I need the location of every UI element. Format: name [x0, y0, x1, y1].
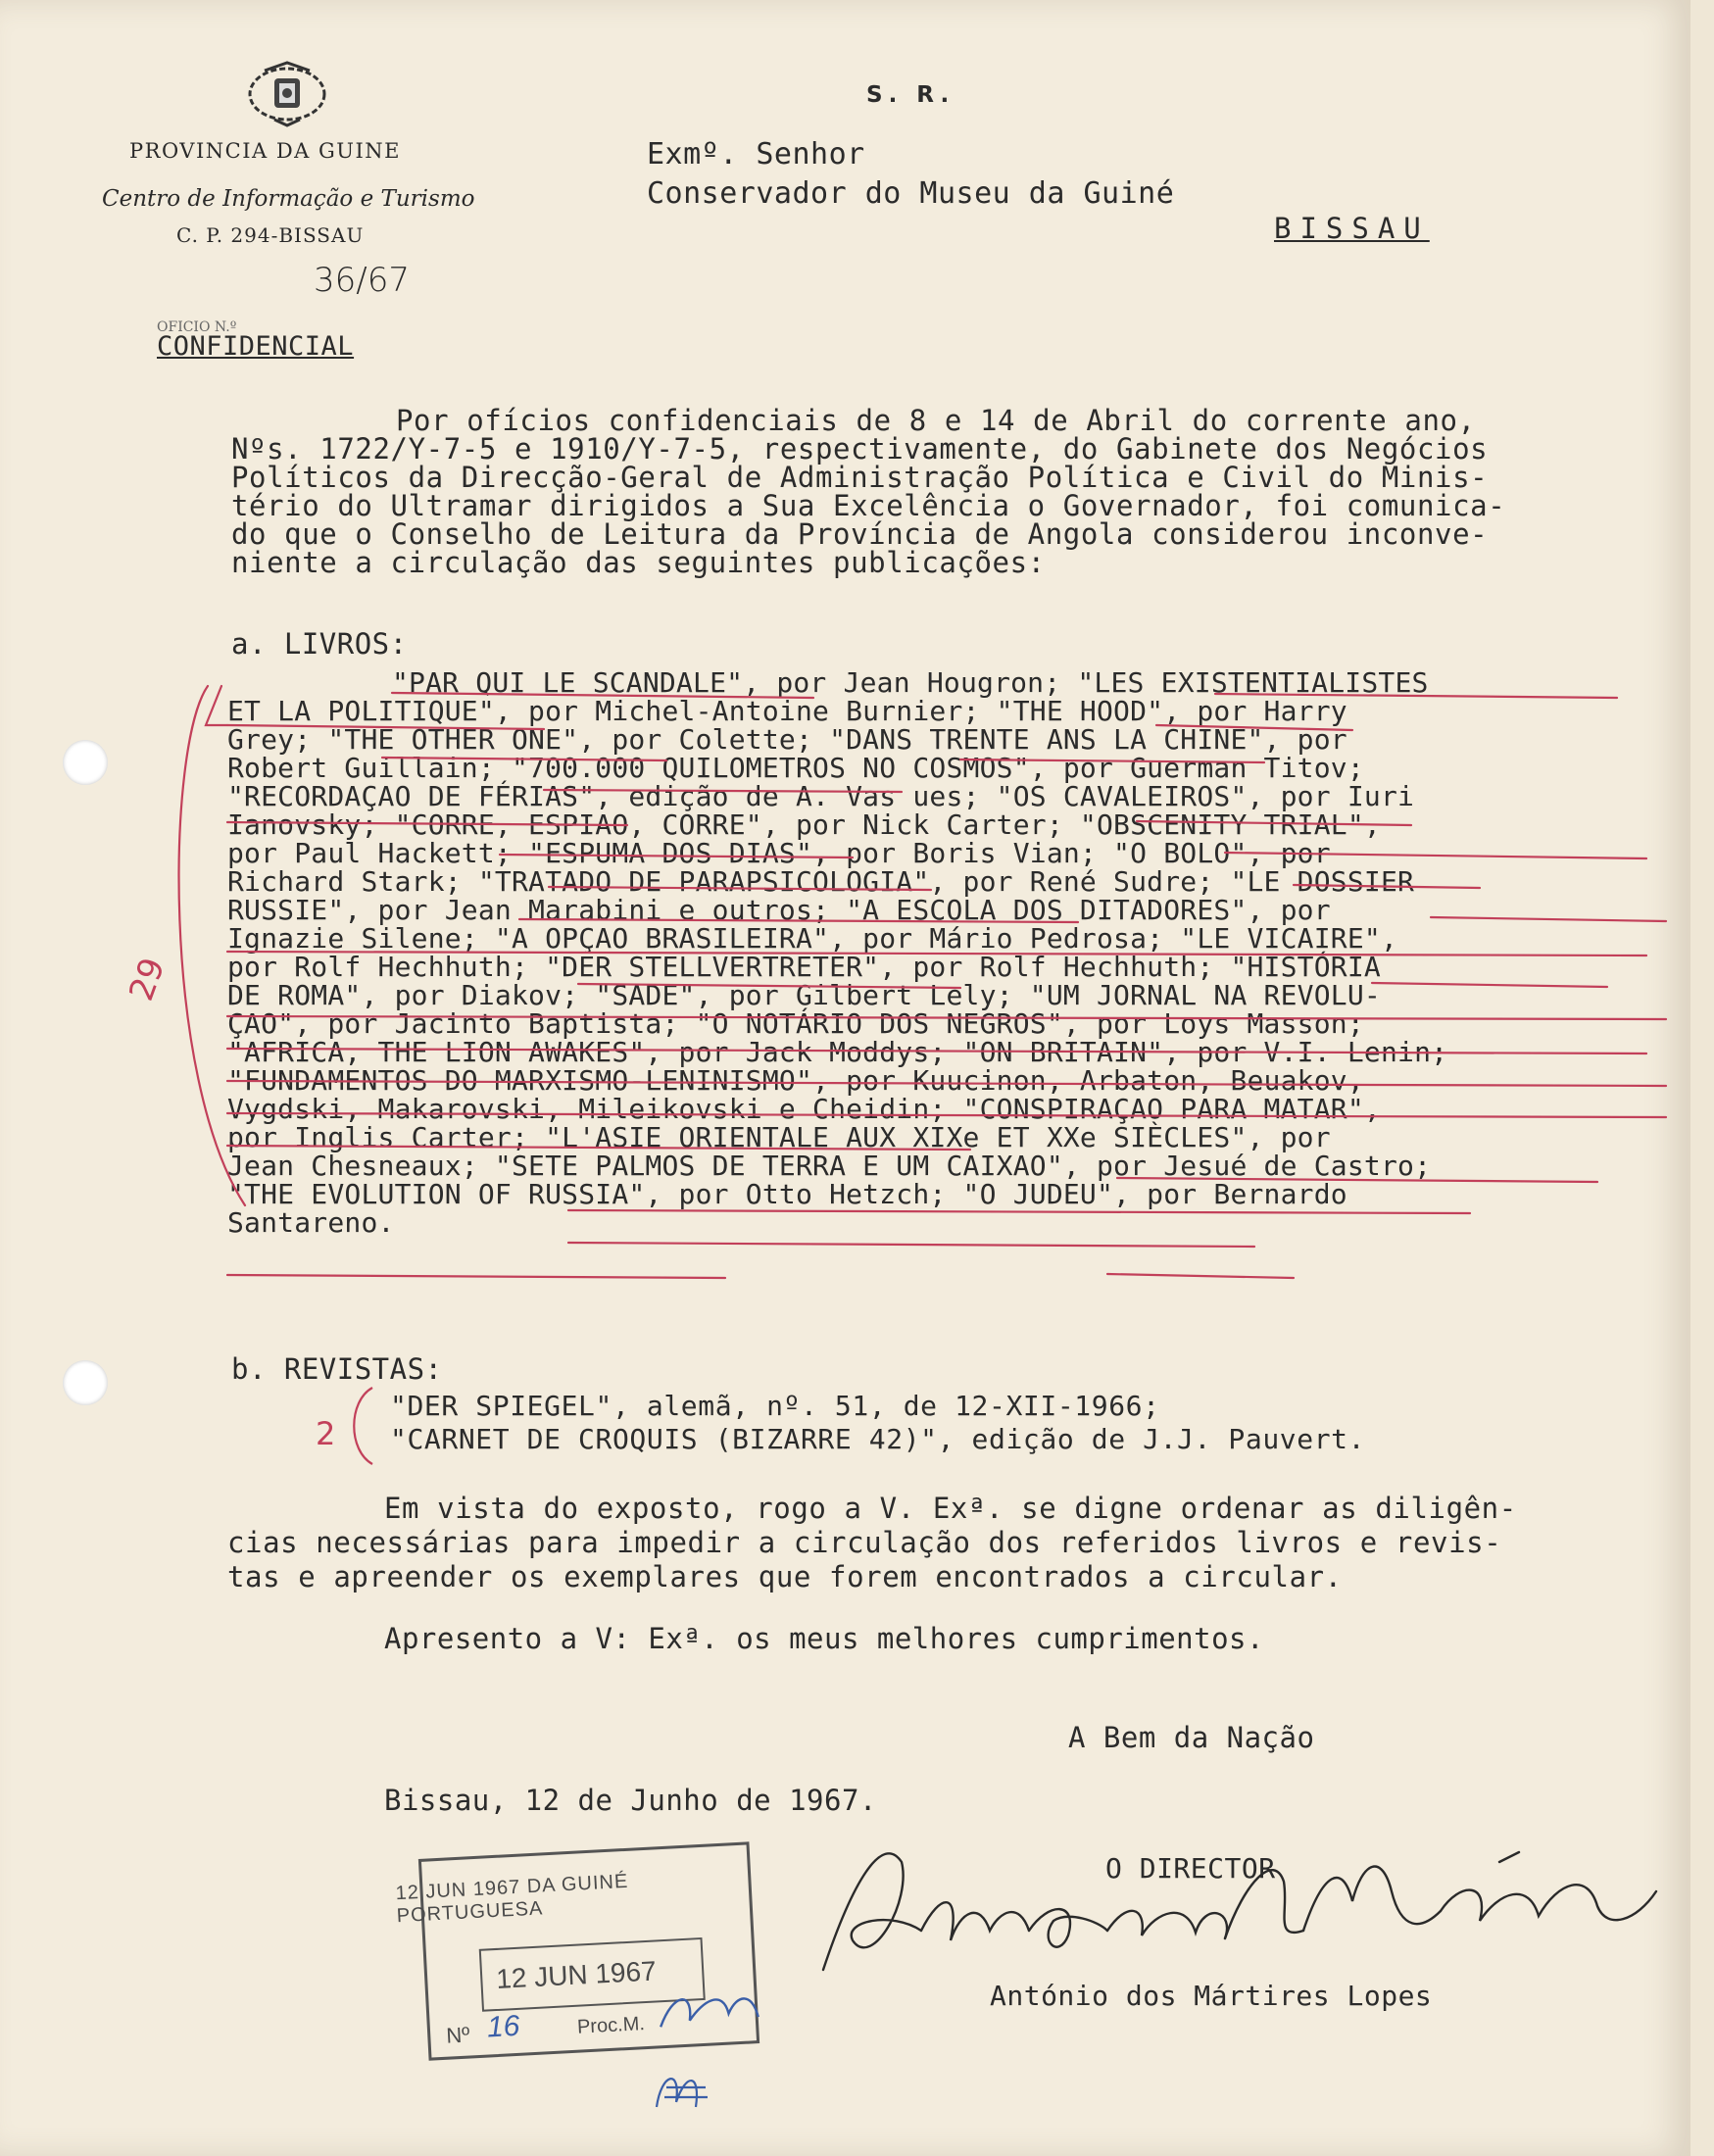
revista-line: "DER SPIEGEL", alemã, nº. 51, de 12-XII-1966; [390, 1390, 1160, 1422]
livros-line: por Paul Hackett; "ESPUMA DOS DIAS", por Boris Vian; "O BOLO", por [227, 837, 1331, 869]
stamp-header: 12 JUN 1967 DA GUINÉ PORTUGUESA [395, 1870, 629, 1928]
livros-line: Ianovsky; "CORRE, ESPIAO, CORRE", por Nick Carter; "OBSCENITY TRIAL", [227, 808, 1381, 841]
request-line: cias necessárias para impedir a circulação dos referidos livros e revis- [227, 1526, 1502, 1559]
livros-line: Jean Chesneaux; "SETE PALMOS DE TERRA E UM CAIXAO", por Jesué de Castro; [227, 1150, 1432, 1182]
intro-line: tério do Ultramar dirigidos a Sua Excelência o Governador, foi comunica- [231, 489, 1506, 522]
blue-initials [654, 1978, 764, 2042]
livros-line: Santareno. [227, 1206, 395, 1239]
stamp-number-label: Nº [445, 2022, 470, 2048]
request-line: Em vista do exposto, rogo a V. Exª. se digne ordenar as diligên- [384, 1492, 1517, 1525]
livros-line: RUSSIE", por Jean Marabini e outros; "A ESCOLA DOS DITADORES", por [227, 894, 1331, 926]
livros-line: ET LA POLITIQUE", por Michel-Antoine Burnier; "THE HOOD", por Harry [227, 695, 1347, 727]
revistas-list [390, 1390, 1365, 1456]
signatory-name: António dos Mártires Lopes [990, 1980, 1433, 2012]
motto: A Bem da Nação [1068, 1721, 1315, 1754]
blue-monogram [647, 2058, 725, 2127]
signatory-role: O DIRECTOR [1105, 1852, 1276, 1885]
livros-line: Ignazie Silene; "A OPÇAO BRASILEIRA", por Mário Pedrosa; "LE VICAIRE", [227, 922, 1398, 955]
province-name: PROVINCIA DA GUINE [129, 139, 401, 163]
place-date: Bissau, 12 de Junho de 1967. [384, 1784, 877, 1817]
greeting: Apresento a V: Exª. os meus melhores cumprimentos. [384, 1622, 1264, 1655]
addressee-title: Conservador do Museu da Guiné [647, 176, 1175, 211]
request-line: tas e apreender os exemplares que forem encontrados a circular. [227, 1560, 1343, 1593]
centre-name: Centro de Informação e Turismo [102, 186, 475, 212]
addressee-salutation: Exmº. Senhor [647, 137, 865, 172]
red-count-revistas: 2 [316, 1415, 336, 1452]
livros-line: "THE EVOLUTION OF RUSSIA", por Otto Hetzch; "O JUDEU", por Bernardo [227, 1178, 1347, 1210]
handwritten-reference: 36/67 [314, 261, 410, 300]
livros-line: "PAR QUI LE SCANDALE", por Jean Hougron; "LES EXISTENTIALISTES [392, 666, 1429, 699]
stamp-number-value: 16 [486, 2009, 521, 2044]
intro-line: niente a circulação das seguintes publicações: [231, 546, 1046, 579]
section-a-heading: a. LIVROS: [231, 627, 408, 661]
stamp-date: 12 JUN 1967 [495, 1955, 658, 1994]
livros-line: Grey; "THE OTHER ONE", por Colette; "DANS TRENTE ANS LA CHINE", por [227, 723, 1347, 756]
livros-line: por Inglis Carter; "L'ASIE ORIENTALE AUX XIXe ET XXe SIÈCLES", por [227, 1121, 1331, 1153]
intro-line: Por ofícios confidenciais de 8 e 14 de Abril do corrente ano, [396, 404, 1476, 437]
oficio-label: OFICIO N.º [157, 319, 237, 335]
livros-line: Richard Stark; "TRATADO DE PARAPSICOLOGIA", por René Sudre; "LE DOSSIER [227, 865, 1415, 898]
intro-line: Nºs. 1722/Y-7-5 e 1910/Y-7-5, respectivamente, do Gabinete dos Negócios [231, 432, 1489, 466]
sr-mark: S. R. [866, 82, 955, 108]
revista-line: "CARNET DE CROQUIS (BIZARRE 42)", edição de J.J. Pauvert. [390, 1423, 1366, 1455]
livros-line: "FUNDAMENTOS DO MARXISMO-LENINISMO", por Kuucinon, Arbaton, Beuakov, [227, 1064, 1364, 1097]
livros-line: "RECORDAÇAO DE FÉRIAS", edição de A. Vas ues; "OS CAVALEIROS", por Iuri [227, 780, 1415, 812]
livros-line: Vygdski, Makarovski, Mileikovski e Cheidin; "CONSPIRAÇAO PARA MATAR", [227, 1093, 1381, 1125]
livros-line: DE ROMA", por Diakov; "SADE", por Gilbert Lely; "UM JORNAL NA REVOLU- [227, 979, 1381, 1011]
received-stamp [395, 1841, 759, 2060]
request-paragraph [227, 1492, 1517, 1594]
addressee-city: BISSAU [1274, 212, 1430, 245]
livros-line: ÇAO", por Jacinto Baptista; "O NOTÁRIO DOS NEGROS", por Loys Masson; [227, 1007, 1364, 1040]
intro-line: do que o Conselho de Leitura da Província de Angola considerou inconve- [231, 517, 1489, 551]
livros-line: "AFRICA, THE LION AWAKES", por Jack Moddys; "ON BRITAIN", por V.I. Lenin; [227, 1036, 1448, 1068]
section-b-heading: b. REVISTAS: [231, 1352, 443, 1386]
livros-line: por Rolf Hechhuth; "DER STELLVERTRETER", por Rolf Hechhuth; "HISTÓRIA [227, 951, 1381, 983]
livros-line: Robert Guillain; "700.000 QUILOMETROS NO COSMOS", por Guerman Titov; [227, 752, 1364, 784]
postal-address: C. P. 294-BISSAU [176, 223, 365, 247]
intro-line: Políticos da Direcção-Geral de Administração Política e Civil do Minis- [231, 461, 1489, 494]
handwritten-signature [813, 1823, 1676, 1989]
classification-stamp: CONFIDENCIAL [157, 331, 355, 362]
stamp-proc-label: Proc.M. [576, 2013, 646, 2038]
red-count-livros: 29 [122, 953, 173, 1006]
revistas-bracket [294, 1382, 382, 1470]
